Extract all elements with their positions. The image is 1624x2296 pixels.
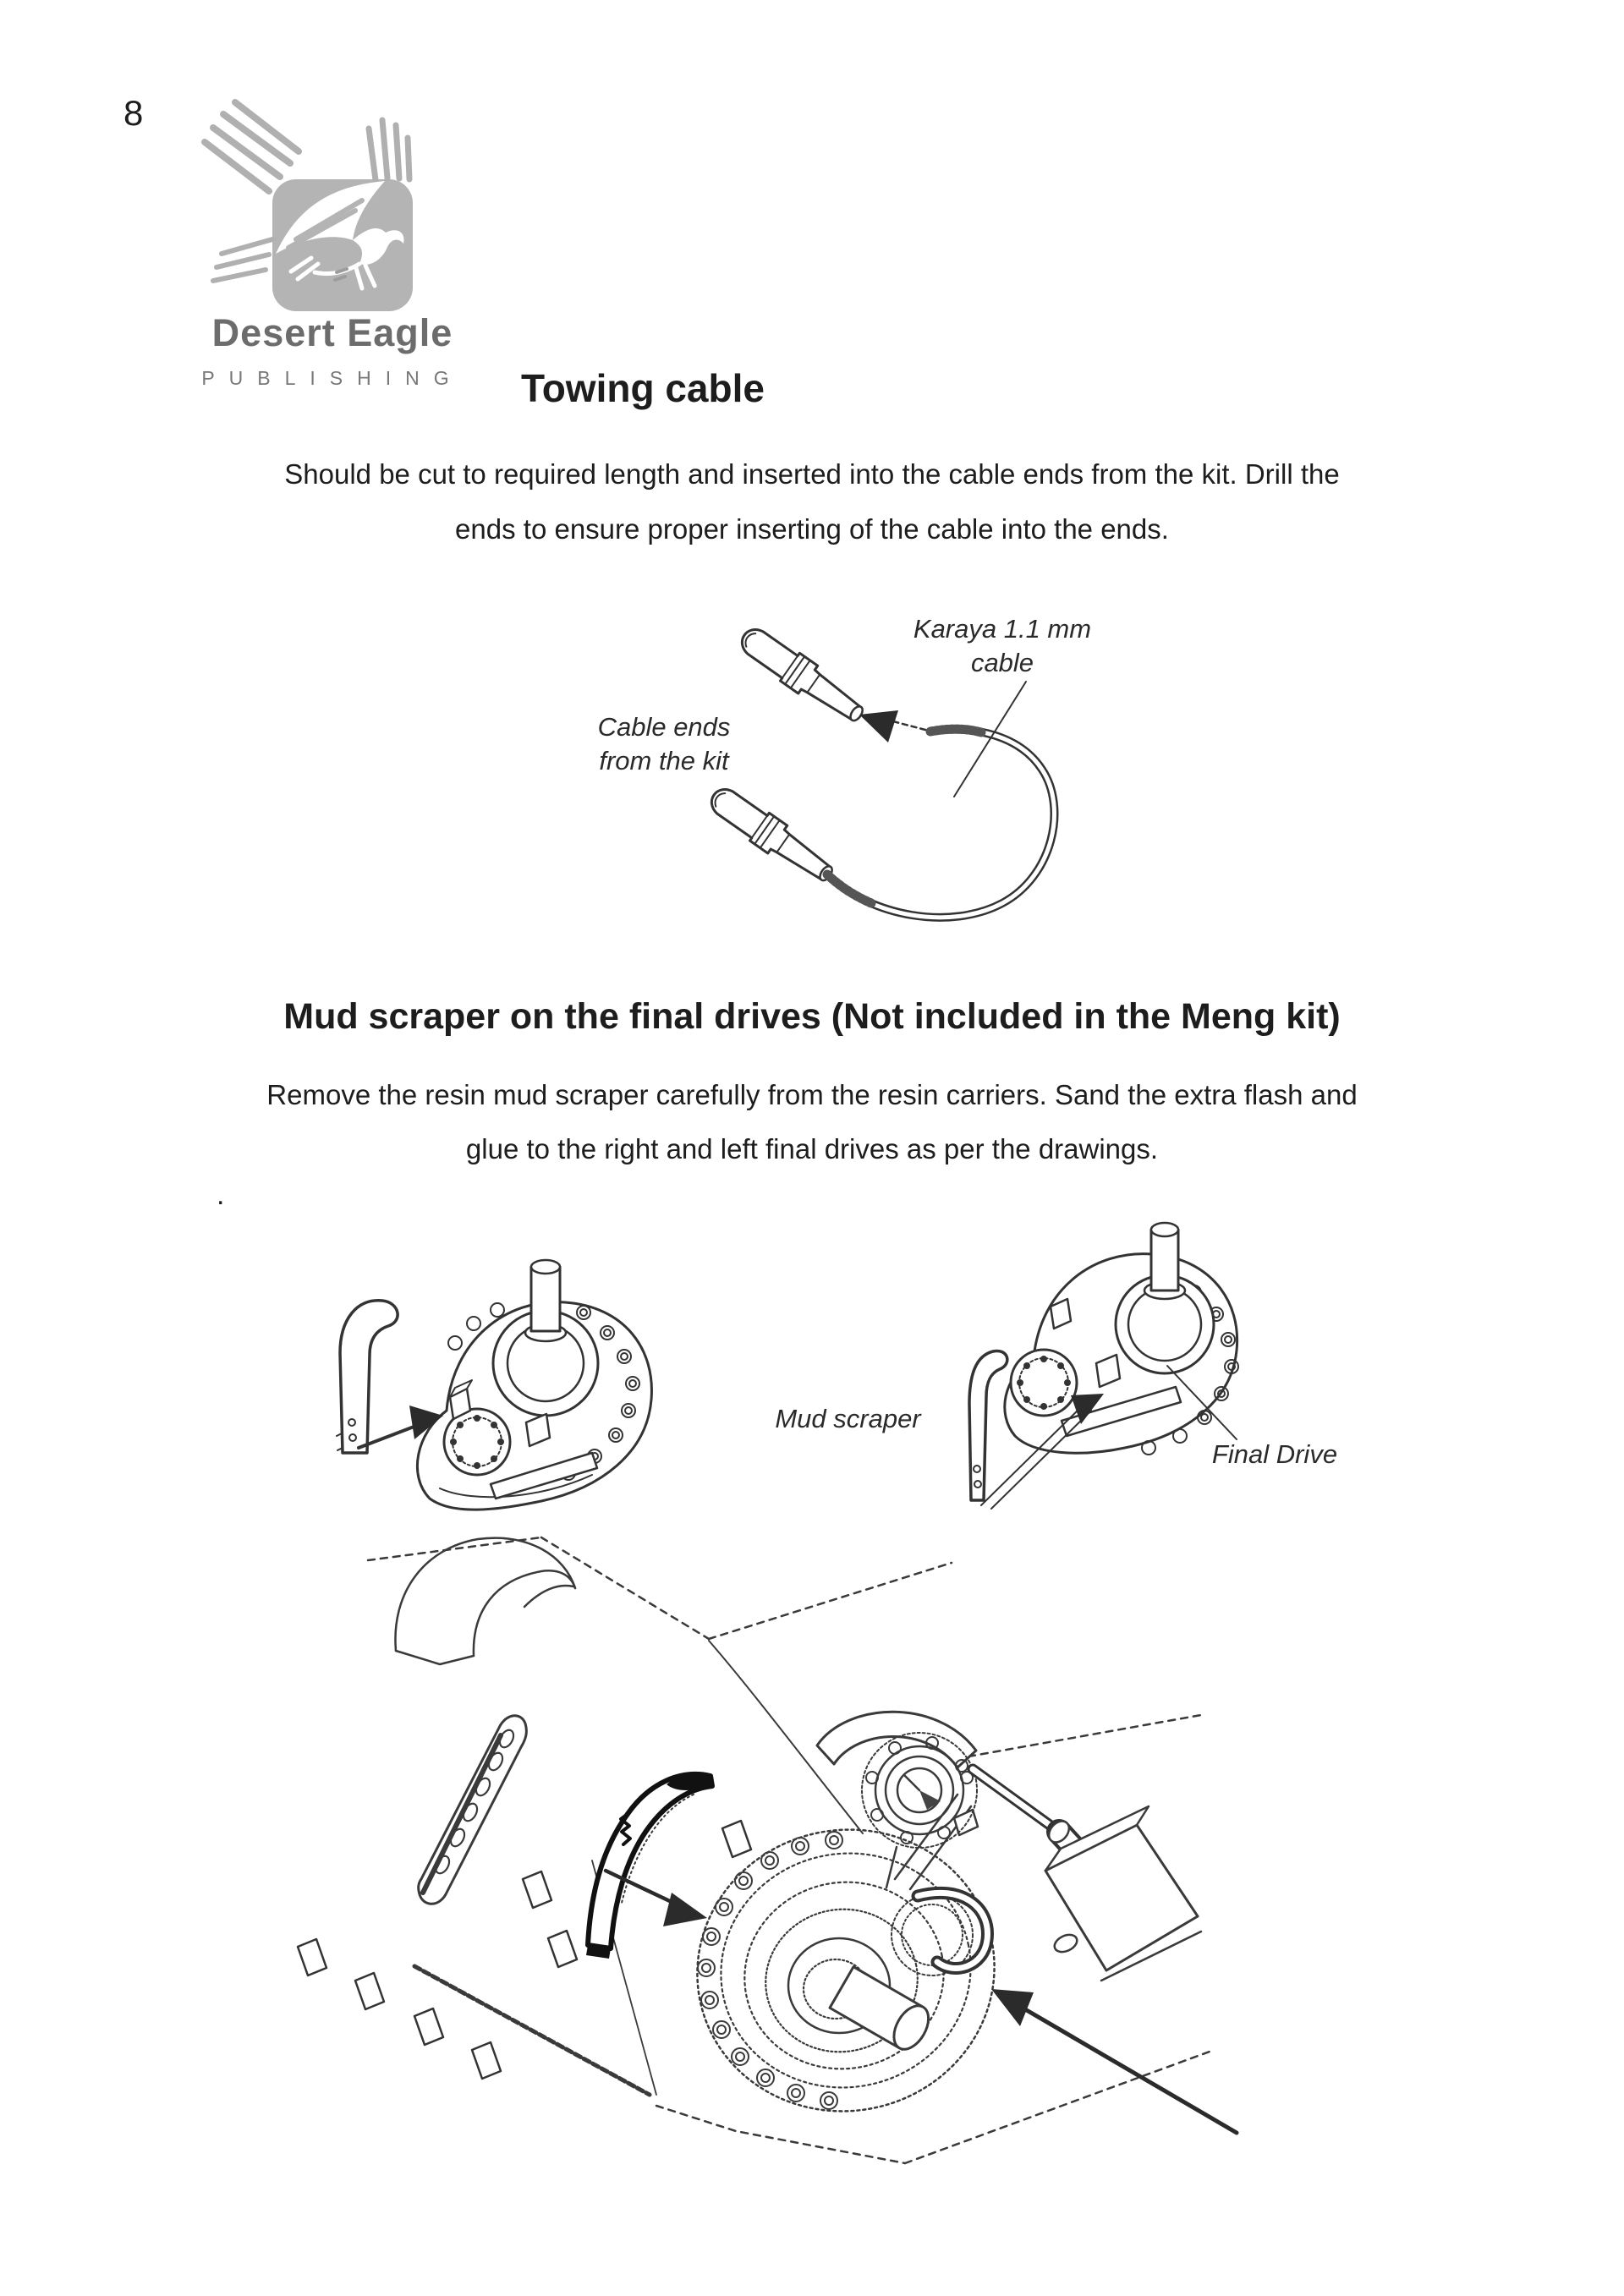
loose-mud-scraper	[586, 1774, 712, 1959]
right-mud-scraper-part	[969, 1351, 1007, 1500]
publisher-subtitle: PUBLISHING	[201, 367, 464, 389]
label-karaya-line2: cable	[970, 648, 1034, 677]
final-drives-figure	[337, 1223, 1238, 1510]
publisher-name: Desert Eagle	[211, 311, 453, 354]
mud-scraper-body-line-1: Remove the resin mud scraper carefully from the resin carriers. Sand the extra flash and	[266, 1079, 1358, 1110]
label-final-drive: Final Drive	[1211, 1439, 1338, 1469]
towing-cable-body-line-2: ends to ensure proper inserting of the cable into the ends.	[455, 513, 1169, 545]
towing-cable-body-line-1: Should be cut to required length and inserted into the cable ends from the kit. Drill the	[284, 458, 1340, 490]
stray-period-mark: .	[217, 1179, 225, 1211]
right-final-drive	[1005, 1223, 1238, 1455]
cable-insert-arrow	[859, 710, 898, 743]
page-number: 8	[123, 93, 144, 133]
section-title-mud-scraper: Mud scraper on the final drives (Not included in the Meng kit)	[283, 996, 1341, 1037]
idler-hub	[817, 1712, 977, 1888]
hull-assembly-figure	[298, 1537, 1237, 2163]
left-mud-scraper-part	[337, 1301, 398, 1453]
mud-scraper-body-line-2: glue to the right and left final drives as per the drawings.	[465, 1133, 1159, 1164]
installed-final-drive	[671, 1795, 1020, 2139]
shock-absorber	[973, 1769, 1201, 1981]
label-cable-ends-line1: Cable ends	[597, 712, 731, 742]
label-cable-ends-line2: from the kit	[599, 746, 729, 775]
left-final-drive	[417, 1260, 651, 1510]
label-karaya-cable	[875, 612, 1129, 680]
label-mud-scraper: Mud scraper	[775, 1404, 921, 1433]
hull-slots	[298, 1821, 751, 2079]
section-title-towing-cable: Towing cable	[521, 366, 765, 410]
karaya-leader-line	[954, 682, 1026, 797]
label-cable-ends	[550, 710, 778, 778]
label-karaya-line1: Karaya 1.1 mm	[913, 614, 1092, 644]
resin-carrier-plate	[419, 1716, 527, 1904]
fender	[395, 1538, 575, 1664]
eagle-icon	[205, 102, 413, 311]
